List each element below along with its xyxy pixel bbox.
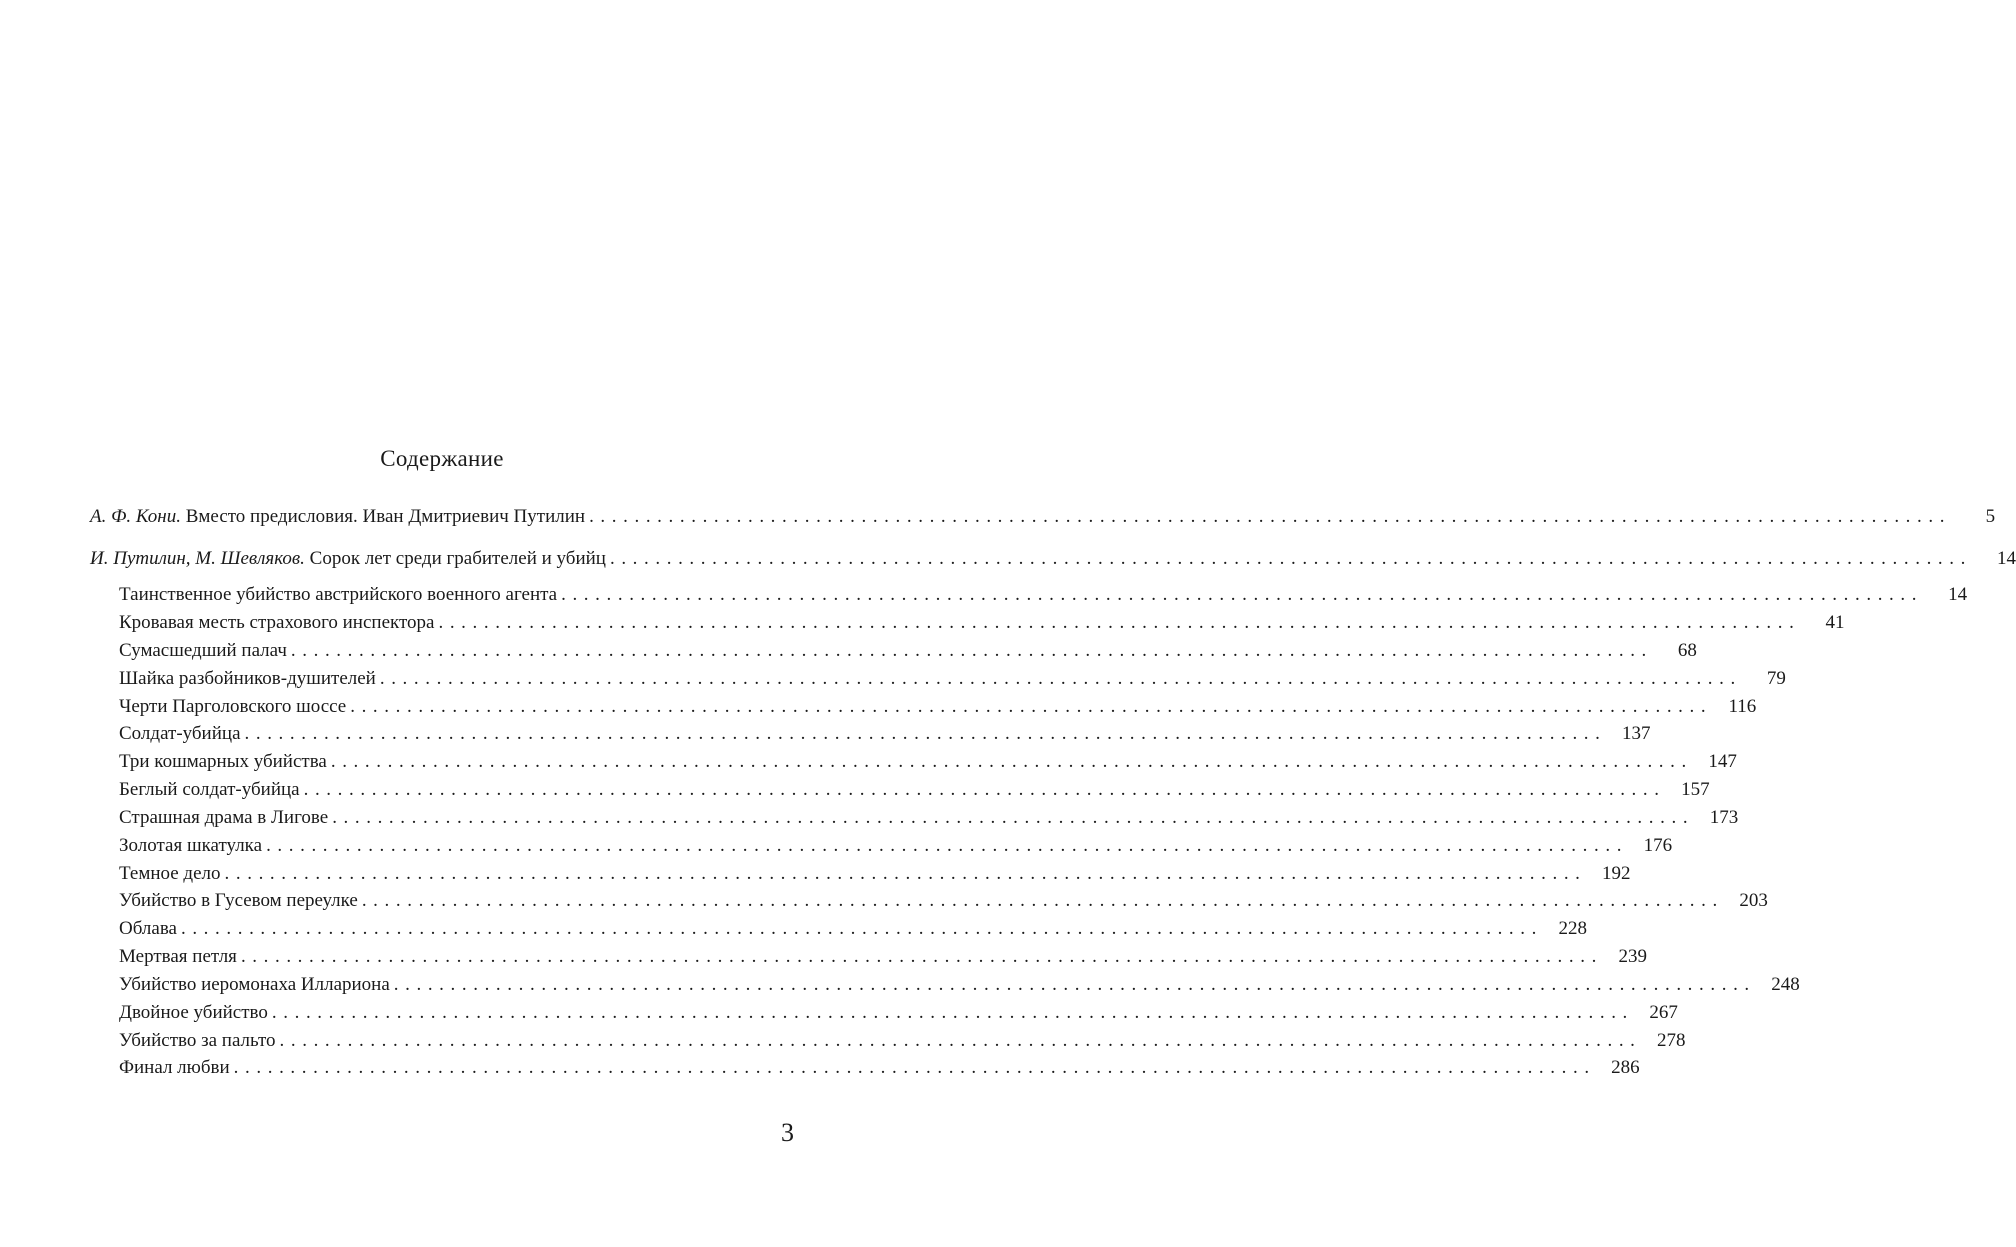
toc-chapter-page: 41 — [1825, 612, 1845, 633]
toc-chapter-page: 79 — [1766, 668, 1786, 689]
dot-leader: ........................................................................................................................ — [350, 696, 1713, 717]
dot-leader: ........................................................................................................................ — [379, 668, 1742, 689]
dot-leader: ........................................................................................................................ — [290, 640, 1653, 661]
toc-chapter[interactable] — [119, 1027, 1686, 1055]
toc-chapter[interactable] — [119, 637, 1697, 665]
toc-chapter-page: 248 — [1771, 974, 1800, 995]
toc-chapter-title: Кровавая месть страхового инспектора — [119, 612, 435, 633]
toc-chapter-page: 173 — [1709, 807, 1739, 828]
toc-chapter-title: Убийство за пальто — [119, 1030, 276, 1051]
toc-chapter-title: Финал любви — [119, 1057, 230, 1078]
toc-entry[interactable] — [90, 545, 2016, 573]
toc-chapter[interactable] — [119, 887, 1768, 915]
dot-leader: ........................................................................................................................ — [279, 1030, 1642, 1051]
toc-chapter[interactable] — [119, 609, 1845, 637]
toc-chapter-page: 239 — [1618, 946, 1647, 967]
toc-chapter[interactable] — [119, 971, 1800, 999]
toc-chapter-title: Таинственное убийство австрийского военного агента — [119, 584, 558, 605]
toc-chapter-title: Золотая шкатулка — [119, 835, 263, 856]
toc-entry-author: А. Ф. Кони. — [90, 506, 181, 527]
dot-leader: ........................................................................................................................ — [266, 835, 1629, 856]
toc-chapter-page: 157 — [1681, 779, 1710, 800]
toc-chapter-title: Солдат-убийца — [119, 723, 241, 744]
toc-chapter-page: 14 — [1948, 584, 1968, 605]
toc-chapter-page: 137 — [1622, 723, 1651, 744]
toc-chapter-title: Темное дело — [119, 863, 221, 884]
dot-leader: ........................................................................................................................ — [303, 779, 1666, 800]
toc-chapter[interactable] — [119, 915, 1587, 943]
toc-chapter-title: Мертвая петля — [119, 946, 237, 967]
toc-chapter-page: 267 — [1649, 1002, 1678, 1023]
dot-leader: ........................................................................................................................ — [330, 751, 1693, 772]
toc-chapter-title: Три кошмарных убийства — [119, 751, 327, 772]
toc-chapter[interactable] — [119, 832, 1673, 860]
toc-chapter[interactable] — [119, 804, 1739, 832]
toc-chapter-page: 68 — [1677, 640, 1697, 661]
toc-chapter-page: 192 — [1602, 863, 1631, 884]
toc-chapter[interactable] — [119, 943, 1647, 971]
dot-leader: ........................................................................................................................ — [361, 890, 1724, 911]
dot-leader: ........................................................................................................................ — [393, 974, 1756, 995]
toc-chapter-title: Сумасшедший палач — [119, 640, 287, 661]
toc-chapter[interactable] — [119, 999, 1678, 1027]
toc-entry-page: 14 — [1996, 548, 2016, 569]
toc-entry-text — [90, 545, 610, 573]
toc-chapter-page: 228 — [1558, 918, 1587, 939]
toc-chapter[interactable] — [119, 776, 1710, 804]
dot-leader: ........................................................................................................................ — [244, 723, 1607, 744]
toc-chapter-title: Черти Парголовского шоссе — [119, 696, 347, 717]
toc-chapter-page: 147 — [1708, 751, 1737, 772]
toc-chapter-title: Страшная драма в Лигове — [119, 807, 329, 828]
toc-chapter-page: 176 — [1643, 835, 1673, 856]
toc-chapter-title: Убийство в Гусевом переулке — [119, 890, 358, 911]
toc-chapter-title: Облава — [119, 918, 177, 939]
toc-chapter-page: 116 — [1728, 696, 1757, 717]
toc-chapter-title: Беглый солдат-убийца — [119, 779, 300, 800]
dot-leader: ........................................................................................................................ — [332, 807, 1695, 828]
toc-chapter[interactable] — [119, 748, 1737, 776]
toc-entry[interactable] — [90, 503, 1996, 531]
toc-chapter[interactable] — [119, 581, 1968, 609]
dot-leader: ........................................................................................................................ — [240, 946, 1603, 967]
toc-entry-title: Вместо предисловия. Иван Дмитриевич Путилин — [180, 506, 586, 527]
toc-chapter-title: Шайка разбойников-душителей — [119, 668, 376, 689]
dot-leader: ........................................................................................................................ — [233, 1057, 1596, 1078]
dot-leader: ........................................................................................................................ — [609, 548, 1972, 569]
dot-leader: ........................................................................................................................ — [438, 612, 1801, 633]
toc-chapter[interactable] — [119, 693, 1757, 721]
toc-chapter-page: 286 — [1611, 1057, 1640, 1078]
dot-leader: ........................................................................................................................ — [561, 584, 1924, 605]
dot-leader: ........................................................................................................................ — [271, 1002, 1634, 1023]
toc-chapter[interactable] — [119, 860, 1631, 888]
toc-entry-author: И. Путилин, М. Шевляков. — [90, 548, 305, 569]
toc-chapter-page: 278 — [1657, 1030, 1686, 1051]
dot-leader: ........................................................................................................................ — [589, 506, 1952, 527]
toc-chapter[interactable] — [119, 720, 1651, 748]
toc-chapter-page: 203 — [1739, 890, 1768, 911]
toc-chapter[interactable] — [119, 665, 1786, 693]
toc-chapter[interactable] — [119, 1054, 1640, 1082]
toc-entry-title: Сорок лет среди грабителей и убийц — [304, 548, 606, 569]
toc-chapter-title: Убийство иеромонаха Иллариона — [119, 974, 390, 995]
dot-leader: ........................................................................................................................ — [224, 863, 1587, 884]
toc-chapter-title: Двойное убийство — [119, 1002, 268, 1023]
toc-entry-page: 5 — [1985, 506, 1996, 527]
dot-leader: ........................................................................................................................ — [180, 918, 1543, 939]
page-title: Содержание — [380, 446, 504, 471]
page-number: 3 — [781, 1118, 794, 1147]
toc-entry-text — [90, 503, 589, 531]
